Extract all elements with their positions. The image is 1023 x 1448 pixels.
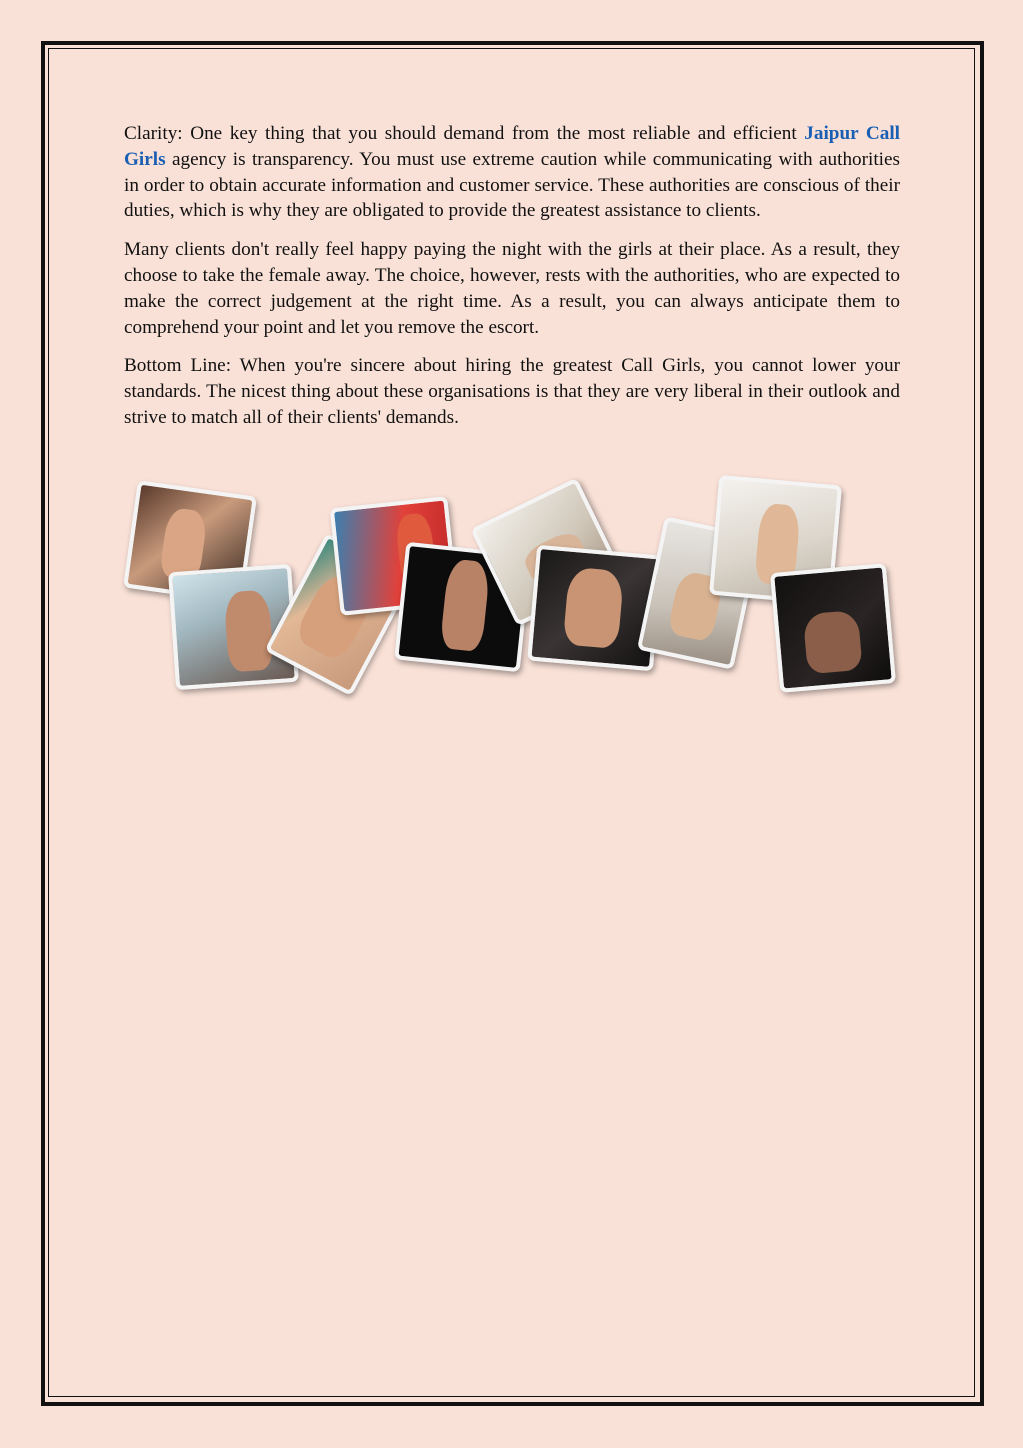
jaipur-call-girls-link[interactable]: Jaipur Call Girls bbox=[124, 123, 900, 170]
photo-collage bbox=[120, 470, 900, 700]
paragraph-clarity bbox=[124, 121, 900, 224]
collage-photo bbox=[770, 563, 896, 693]
document-body bbox=[124, 121, 900, 444]
paragraph-clarity-lead: Clarity: One key thing that you should demand from the most reliable and efficient bbox=[124, 123, 805, 144]
paragraph-clients: Many clients don't really feel happy paying the night with the girls at their place. As a result, they choose to take the female away. The choice, however, rests with the authorities, who are expected to make the correct judgement at the right time. As a result, you can always anticipate them to comprehend your point and let you remove the escort. bbox=[124, 239, 900, 338]
paragraph-bottom-line: Bottom Line: When you're sincere about hiring the greatest Call Girls, you cannot lower your standards. The nicest thing about these organisations is that they are very liberal in their outlook and strive to match all of their clients' demands. bbox=[124, 355, 900, 428]
paragraph-clarity-rest: agency is transparency. You must use extreme caution while communicating with authorities in order to obtain accurate information and customer service. These authorities are conscious of their duties, which is why they are obligated to provide the greatest assistance to clients. bbox=[124, 148, 900, 222]
collage-photo bbox=[527, 545, 663, 672]
